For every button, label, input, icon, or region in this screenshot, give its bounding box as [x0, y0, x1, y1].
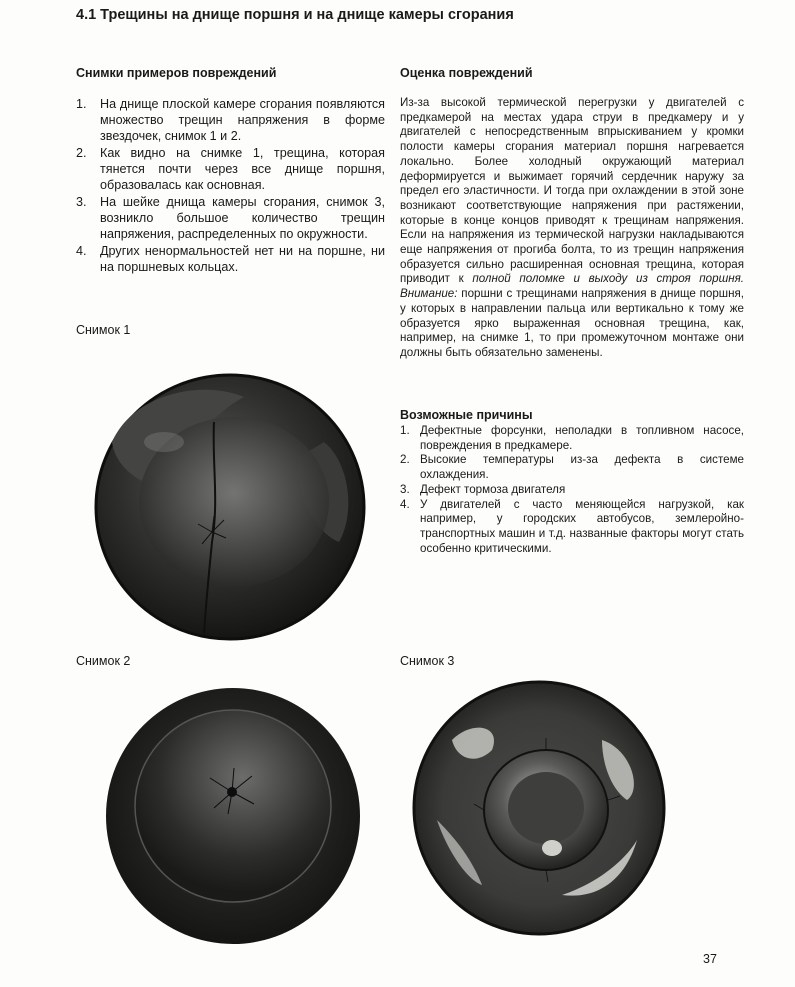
photo-2-piston-crown [104, 684, 362, 946]
damage-assessment-text: Из-за высокой термической перегрузки у двигателей с предкамерой на местах удара струи в предкамеру и у двигателей с непосредственным впрыскиванием у кромки полости камеры сгорания материал поршня нагревается локально. Более холодный окружающий материал деформируется и выжимает горячий сердечник наружу за предел его эластичности. И тогда при охлаждении в этой зоне возникают соответствующие напряжения при растяжении, которые в конце концов приводят к трещинам напряжения. Если на напряжения из термической нагрузки накладываются еще напряжения от прогиба болта, то из трещин напряжения образуется сильно расширенная основная трещина, которая приводит к полной поломке и выходу из строя поршня. Внимание: поршни с трещинами напряжения в днище поршня, у которых в направлении пальца или вертикально к тому же образуется ярко выраженная основная трещина, как, например, на снимке 1, то при промежуточном монтаже они должны быть обязательно заменены. [400, 96, 744, 359]
photo3-caption: Снимок 3 [400, 654, 455, 668]
list-item: 3. Дефект тормоза двигателя [400, 482, 566, 496]
list-item: 2. Высокие температуры из-за дефекта в системе охлаждения. [400, 453, 744, 482]
causes-list [400, 424, 744, 556]
list-item: 4. У двигателей с часто меняющейся нагрузкой, как например, у городских автобусов, землеройно-транспортных машин и т.д. названные факторы могут стать особенно критическими. [400, 497, 744, 555]
list-item: 1. Дефектные форсунки, неполадки в топливном насосе, повреждения в предкамере. [400, 424, 744, 452]
section-title: 4.1 Трещины на днище поршня и на днище камеры сгорания [76, 7, 514, 23]
list-item: 4. Других ненормальностей нет ни на поршне, ни на поршневых кольцах. [76, 244, 385, 274]
left-heading: Снимки примеров повреждений [76, 66, 277, 80]
emphasis-text: полной поломке и выходу из строя поршня. Внимание: [400, 272, 744, 301]
photo2-caption: Снимок 2 [76, 654, 131, 668]
photo-3-piston-crown [412, 680, 666, 936]
damage-list [76, 96, 385, 276]
causes-heading: Возможные причины [400, 408, 533, 422]
right-heading: Оценка повреждений [400, 66, 533, 80]
photo-1-piston-crown [94, 372, 366, 642]
list-item: 1. На днище плоской камере сгорания появляются множество трещин напряжения в форме звездочек, снимок 1 и 2. [76, 97, 385, 143]
photo1-caption: Снимок 1 [76, 323, 131, 337]
list-item: 3. На шейке днища камеры сгорания, снимок 3, возникло большое количество трещин напряжения, распределенных по окружности. [76, 195, 385, 241]
page-number: 37 [703, 952, 717, 966]
list-item: 2. Как видно на снимке 1, трещина, которая тянется почти через все днище поршня, образовалась как основная. [76, 146, 385, 192]
